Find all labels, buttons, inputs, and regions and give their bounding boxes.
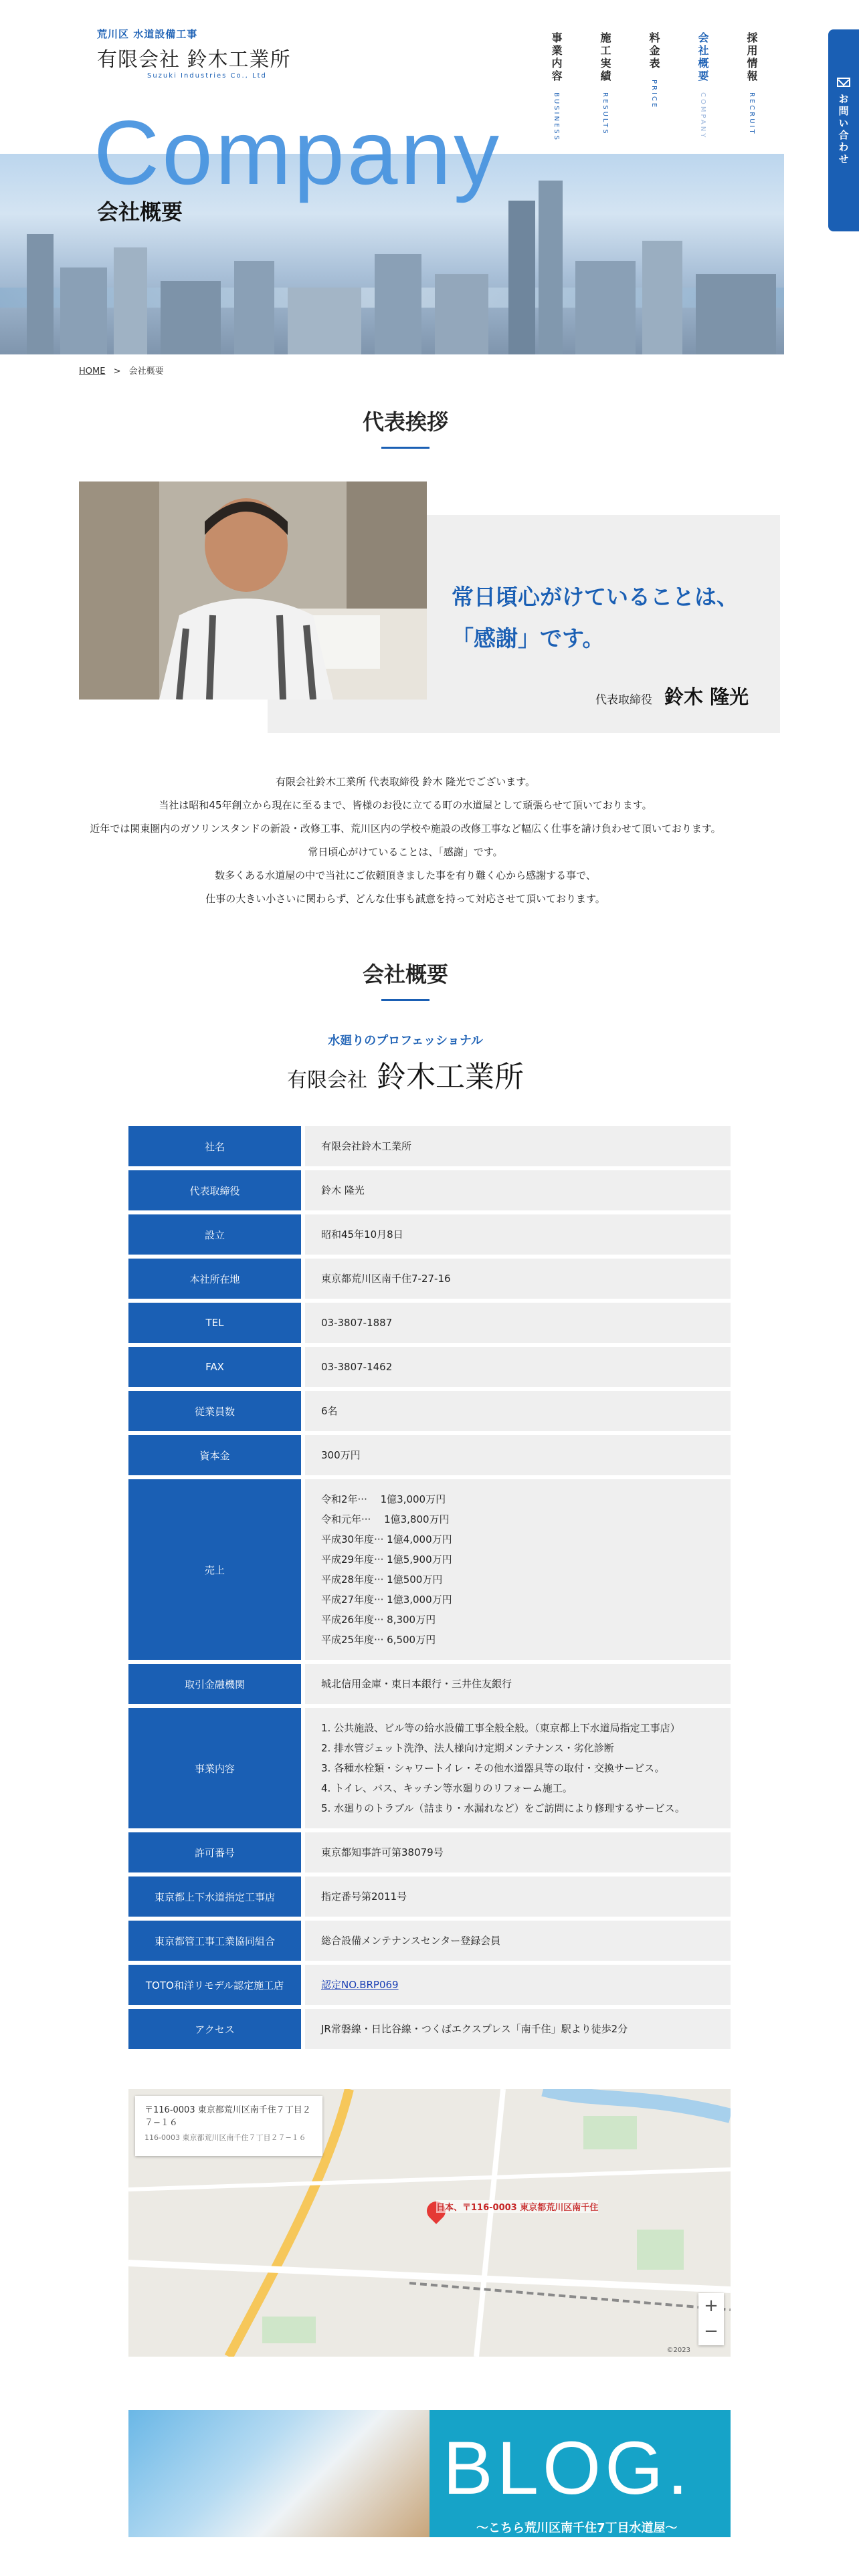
table-row — [128, 1435, 731, 1475]
table-cell-line: 東京都荒川区南千住7-27-16 — [321, 1273, 451, 1285]
table-cell-line: 指定番号第2011号 — [321, 1891, 407, 1903]
table-cell-line: 4. トイレ、バス、キッチン等水廻りのリフォーム施工。 — [321, 1782, 573, 1794]
table-row — [128, 1170, 731, 1210]
greeting-message — [0, 770, 811, 911]
table-row-label: 東京都上下水道指定工事店 — [128, 1876, 301, 1917]
table-row-label: 代表取締役 — [128, 1170, 301, 1210]
ceo-signature — [595, 682, 749, 710]
nav-business-label: 事業内容 — [550, 32, 563, 83]
table-row — [128, 1708, 731, 1828]
table-row-value — [305, 1965, 731, 2005]
overview-heading: 会社概要 — [362, 962, 448, 987]
table-row-value — [305, 1126, 731, 1166]
company-main-name: 鈴木工業所 — [377, 1060, 524, 1094]
nav-results[interactable] — [597, 32, 613, 136]
nav-price[interactable] — [646, 32, 662, 109]
table-cell-line: 6名 — [321, 1405, 338, 1417]
table-row-value — [305, 1921, 731, 1961]
message-line: 常日頃心がけていることは、「感謝」です。 — [308, 846, 503, 858]
contact-tab-button[interactable] — [828, 29, 859, 231]
map-footer: ©2023 — [666, 2347, 690, 2354]
message-line: 有限会社鈴木工業所 代表取締役 鈴木 隆光でございます。 — [275, 776, 536, 788]
table-row-value — [305, 1832, 731, 1872]
table-row-label: 設立 — [128, 1214, 301, 1255]
map-card-subtitle: 116-0003 東京都荒川区南千住７丁目２７−１６ — [145, 2133, 306, 2142]
table-row — [128, 2009, 731, 2049]
company-type: 有限会社 — [287, 1069, 367, 1092]
zoom-out-button[interactable]: − — [704, 2321, 719, 2341]
table-row — [128, 1126, 731, 1166]
message-line: 仕事の大きい小さいに関わらず、どんな仕事も誠意を持って対応させて頂いております。 — [205, 893, 605, 905]
nav-business[interactable] — [549, 32, 564, 142]
table-row-value — [305, 1259, 731, 1299]
table-cell-line: JR常磐線・日比谷線・つくばエクスプレス「南千住」駅より徒歩2分 — [321, 2023, 628, 2035]
zoom-in-button[interactable]: + — [704, 2296, 719, 2316]
table-cell-line: 平成29年度··· 1億5,900万円 — [321, 1553, 452, 1566]
table-row-value — [305, 1664, 731, 1704]
table-row-label: 従業員数 — [128, 1391, 301, 1431]
table-cell-line: 03-3807-1462 — [321, 1361, 393, 1373]
table-cell-line: 平成28年度··· 1億500万円 — [321, 1574, 443, 1586]
table-row — [128, 1303, 731, 1343]
overview-catchcopy: 水廻りのプロフェッショナル — [328, 1034, 483, 1048]
table-cell-line: 東京都知事許可第38079号 — [321, 1846, 444, 1858]
breadcrumb — [79, 364, 164, 377]
table-row-label: 東京都管工事工業協同組合 — [128, 1921, 301, 1961]
table-row-value — [305, 1347, 731, 1387]
map-place-card[interactable] — [135, 2096, 322, 2156]
table-cell-line: 令和2年··· 1億3,000万円 — [321, 1493, 446, 1505]
company-info-table — [128, 1126, 731, 2053]
table-cell-line: 03-3807-1887 — [321, 1317, 393, 1329]
greeting-heading-underline — [381, 447, 430, 449]
table-row — [128, 1965, 731, 2005]
table-row — [128, 1479, 731, 1660]
table-row-label: TEL — [128, 1303, 301, 1343]
blog-banner-photo — [128, 2410, 430, 2537]
table-row-value — [305, 1479, 731, 1660]
logo-company-en: Suzuki Industries Co., Ltd — [147, 72, 267, 80]
nav-company-label: 会社概要 — [696, 32, 709, 83]
blog-banner-subtitle: 〜こちら荒川区南千住7丁目水道屋〜 — [476, 2521, 678, 2535]
table-cell-line: 鈴木 隆光 — [321, 1184, 365, 1196]
table-row — [128, 1259, 731, 1299]
table-cell-line: 総合設備メンテナンスセンター登録会員 — [321, 1935, 501, 1947]
message-line: 数多くある水道屋の中で当社にご依頼頂きました事を有り難く心から感謝する事で、 — [215, 869, 596, 881]
message-line: 近年では関東圏内のガソリンスタンドの新設・改修工事、荒川区内の学校や施設の改修工事など幅広く仕事を請け負わせて頂いております。 — [90, 823, 721, 835]
greeting-catchphrase — [452, 576, 739, 659]
table-cell-line: 城北信用金庫・東日本銀行・三井住友銀行 — [321, 1678, 512, 1690]
breadcrumb-separator: > — [113, 366, 121, 377]
contact-tab-label: お問い合わせ — [837, 94, 850, 166]
table-row — [128, 1876, 731, 1917]
ceo-photo — [79, 481, 427, 700]
page-title: 会社概要 — [97, 199, 183, 225]
table-row-label: アクセス — [128, 2009, 301, 2049]
ceo-name: 鈴木 隆光 — [664, 685, 749, 708]
logo-subtitle: 荒川区 水道設備工事 — [97, 28, 198, 40]
table-cell-line: 5. 水廻りのトラブル（詰まり・水漏れなど）をご訪問により修理するサービス。 — [321, 1802, 685, 1814]
table-cell-line: 平成26年度··· 8,300万円 — [321, 1614, 436, 1626]
table-cell-line: 平成25年度··· 6,500万円 — [321, 1634, 436, 1646]
overview-company-name — [0, 1053, 811, 1095]
table-row-label: 取引金融機関 — [128, 1664, 301, 1704]
table-row — [128, 1214, 731, 1255]
table-row-label: TOTO和洋リモデル認定施工店 — [128, 1965, 301, 2005]
map-pin-label: 日本、〒116-0003 東京都荒川区南千住 — [436, 2200, 598, 2213]
nav-price-label: 料金表 — [648, 32, 660, 70]
table-row — [128, 1921, 731, 1961]
nav-recruit-en: RECRUIT — [748, 92, 755, 136]
table-row-value — [305, 1876, 731, 1917]
table-cell-line: 平成27年度··· 1億3,000万円 — [321, 1594, 452, 1606]
nav-price-en: PRICE — [650, 80, 658, 110]
table-row-label: 社名 — [128, 1126, 301, 1166]
blog-banner-link[interactable] — [128, 2410, 731, 2537]
table-row-label: 許可番号 — [128, 1832, 301, 1872]
table-row — [128, 1391, 731, 1431]
greeting-catch-line1: 常日頃心がけていることは、 — [452, 584, 739, 610]
overview-heading-underline — [381, 999, 430, 1001]
breadcrumb-current: 会社概要 — [128, 366, 164, 377]
logo-company-name[interactable]: 有限会社 鈴木工業所 — [97, 48, 291, 72]
ceo-role: 代表取締役 — [595, 693, 652, 707]
table-cell-line: 令和元年··· 1億3,800万円 — [321, 1513, 450, 1525]
certification-link[interactable]: 認定NO.BRP069 — [321, 1979, 399, 1991]
table-row-value — [305, 1214, 731, 1255]
nav-results-label: 施工実績 — [599, 32, 611, 83]
table-row-value — [305, 2009, 731, 2049]
table-row-label: 資本金 — [128, 1435, 301, 1475]
nav-recruit-label: 採用情報 — [745, 32, 758, 83]
table-row-value — [305, 1391, 731, 1431]
nav-recruit[interactable] — [744, 32, 759, 136]
table-cell-line: 平成30年度··· 1億4,000万円 — [321, 1533, 452, 1545]
table-row — [128, 1664, 731, 1704]
nav-company-en: COMPANY — [699, 92, 706, 140]
table-row-value — [305, 1708, 731, 1828]
table-row — [128, 1347, 731, 1387]
greeting-heading: 代表挨拶 — [362, 409, 448, 435]
mail-icon — [837, 78, 850, 87]
breadcrumb-home-link[interactable]: HOME — [79, 366, 106, 377]
nav-company[interactable] — [695, 32, 710, 139]
table-row — [128, 1832, 731, 1872]
table-cell-line: 1. 公共施設、ビル等の給水設備工事全般全般。（東京都上下水道局指定工事店） — [321, 1722, 680, 1734]
table-row-value — [305, 1303, 731, 1343]
table-row-label: FAX — [128, 1347, 301, 1387]
table-cell-line: 3. 各種水栓類・シャワートイレ・その他水道器具等の取付・交換サービス。 — [321, 1762, 665, 1774]
message-line: 当社は昭和45年創立から現在に至るまで、皆様のお役に立てる町の水道屋として頑張らせて頂いております。 — [159, 799, 652, 811]
blog-banner-title: BLOG. — [443, 2426, 692, 2510]
greeting-catch-line2: 「感謝」です。 — [452, 625, 605, 651]
nav-results-en: RESULTS — [601, 92, 609, 136]
map-zoom-control[interactable] — [698, 2293, 724, 2345]
google-map[interactable] — [128, 2089, 731, 2357]
table-cell-line: 300万円 — [321, 1449, 361, 1461]
map-card-title: 〒116-0003 東京都荒川区南千住７丁目２７−１６ — [145, 2105, 311, 2128]
table-row-value — [305, 1435, 731, 1475]
hero-watermark-text: Company — [94, 102, 502, 203]
nav-business-en: BUSINESS — [553, 92, 560, 142]
table-cell-line: 2. 排水管ジェット洗浄、法人様向け定期メンテナンス・劣化診断 — [321, 1742, 614, 1754]
table-row-label: 本社所在地 — [128, 1259, 301, 1299]
table-row-label: 事業内容 — [128, 1708, 301, 1828]
table-row-label: 売上 — [128, 1479, 301, 1660]
table-cell-line: 昭和45年10月8日 — [321, 1228, 403, 1241]
table-cell-line: 有限会社鈴木工業所 — [321, 1140, 412, 1152]
table-row-value — [305, 1170, 731, 1210]
